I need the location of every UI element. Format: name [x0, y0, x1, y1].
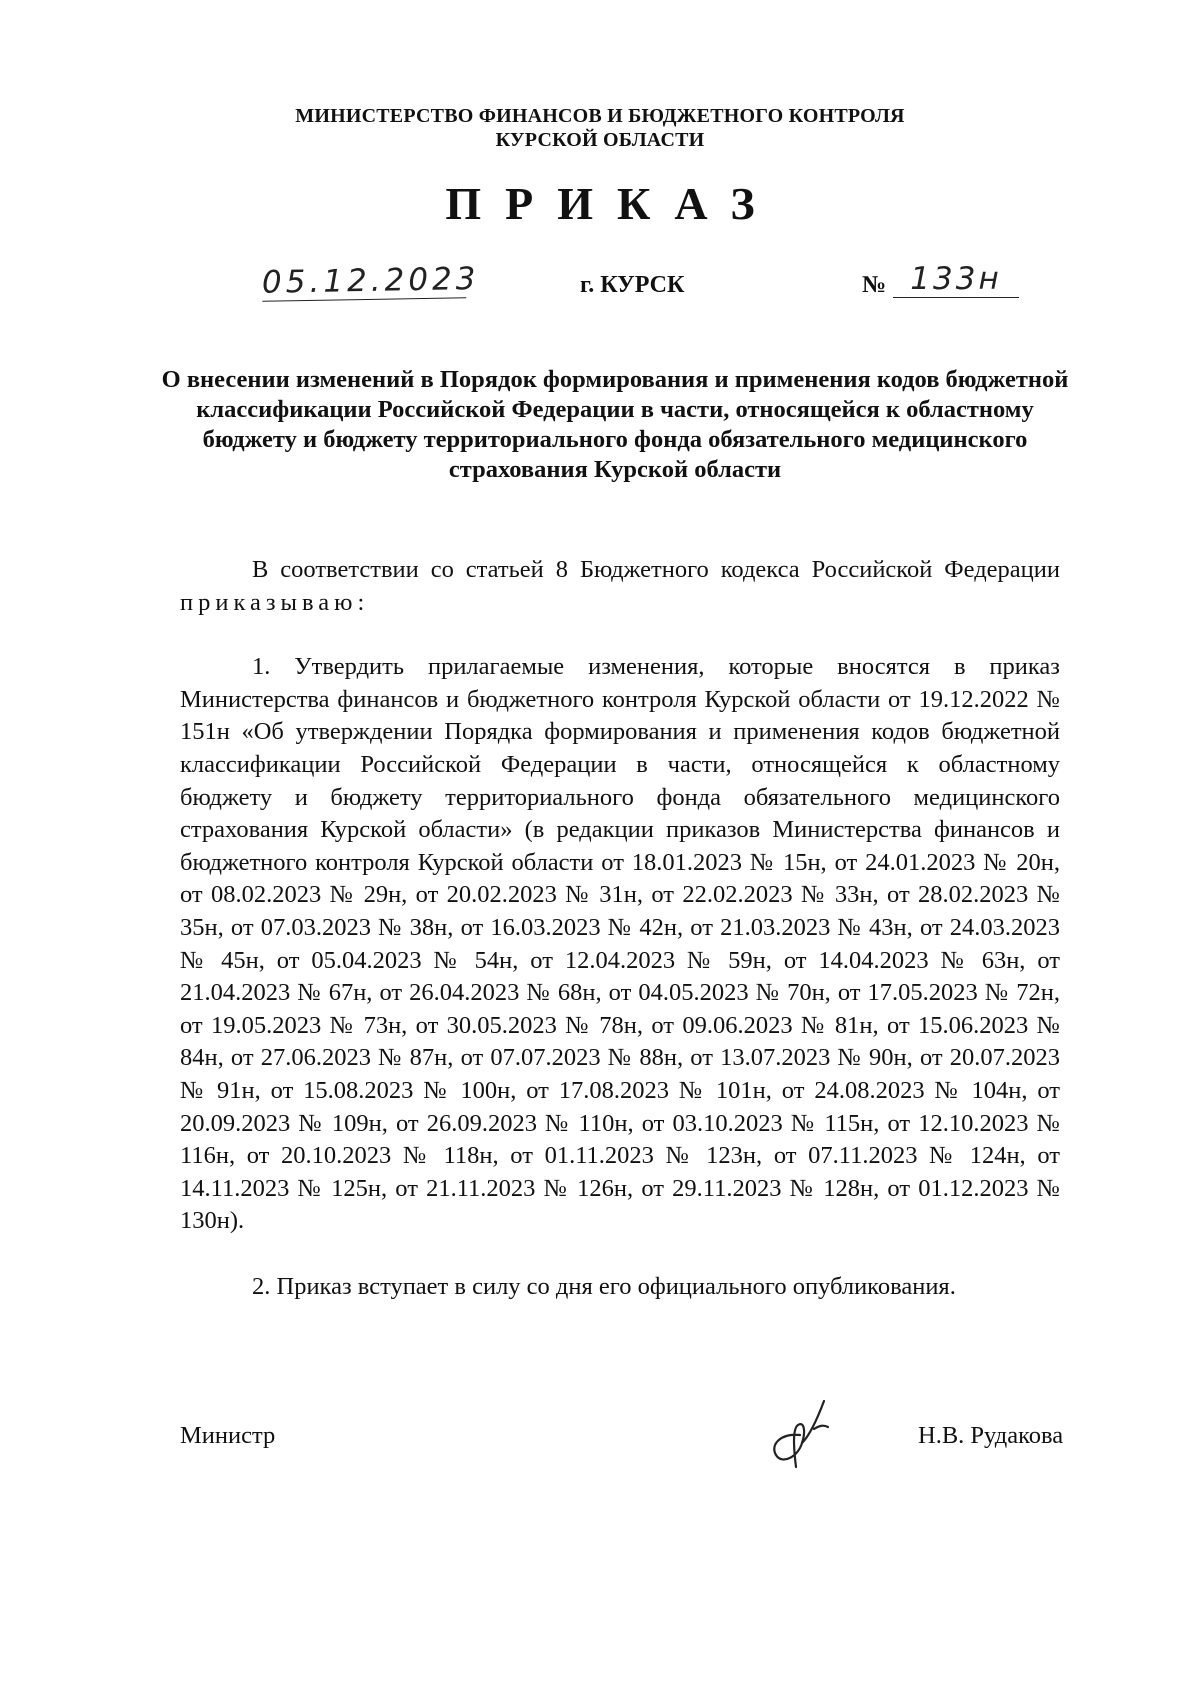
paragraph-preamble — [180, 554, 1060, 619]
order-city: г. КУРСК — [580, 272, 685, 298]
ministry-header-line1: МИНИСТЕРСТВО ФИНАНСОВ И БЮДЖЕТНОГО КОНТРОЛЯ — [295, 105, 905, 127]
order-number-sign: № — [862, 272, 887, 298]
document-title: ПРИКАЗ — [445, 178, 779, 229]
handwritten-signature — [762, 1395, 832, 1471]
paragraph-item-2: 2. Приказ вступает в силу со дня его официального опубликования. — [252, 1272, 956, 1300]
order-date: 05.12.2023 — [261, 260, 480, 301]
preamble-text: В соответствии со статьей 8 Бюджетного кодекса Российской Федерации — [252, 556, 1060, 583]
paragraph-item-1: 1. Утвердить прилагаемые изменения, которые вносятся в приказ Министерства финансов и бюджетного контроля Курской области от 19.12.2022 № 151н «Об утверждении Порядка формирования и применения кодов бюджетной классификации Российской Федерации в части, относящейся к областному бюджету и бюджету территориального фонда обязательного медицинского страхования Курской области» (в редакции приказов Министерства финансов и бюджетного контроля Курской области от 18.01.2023 № 15н, от 24.01.2023 № 20н, от 08.02.2023 № 29н, от 20.02.2023 № 31н, от 22.02.2023 № 33н, от 28.02.2023 № 35н, от 07.03.2023 № 38н, от 16.03.2023 № 42н, от 21.03.2023 № 43н, от 24.03.2023 № 45н, от 05.04.2023 № 54н, от 12.04.2023 № 59н, от 14.04.2023 № 63н, от 21.04.2023 № 67н, от 26.04.2023 № 68н, от 04.05.2023 № 70н, от 17.05.2023 № 72н, от 19.05.2023 № 73н, от 30.05.2023 № 78н, от 09.06.2023 № 81н, от 15.06.2023 № 84н, от 27.06.2023 № 87н, от 07.07.2023 № 88н, от 13.07.2023 № 90н, от 20.07.2023 № 91н, от 15.08.2023 № 100н, от 17.08.2023 № 101н, от 24.08.2023 № 104н, от 20.09.2023 № 109н, от 26.09.2023 № 110н, от 03.10.2023 № 115н, от 12.10.2023 № 116н, от 20.10.2023 № 118н, от 01.11.2023 № 123н, от 07.11.2023 № 124н, от 14.11.2023 № 125н, от 21.11.2023 № 126н, от 29.11.2023 № 128н, от 01.12.2023 № 130н). — [180, 653, 1060, 1235]
signatory-role: Министр — [180, 1422, 276, 1449]
order-subject: О внесении изменений в Порядок формирования и применения кодов бюджетной классификации Российской Федерации в части, относящейся к областному бюджету и бюджету территориального фонда обязательного медицинского страхования Курской области — [161, 366, 1069, 483]
order-body — [180, 554, 1060, 1303]
order-number: 133н — [893, 261, 1019, 298]
ministry-header-line2: КУРСКОЙ ОБЛАСТИ — [495, 129, 705, 151]
signatory-name: Н.В. Рудакова — [918, 1422, 1064, 1449]
preamble-decree-word: приказываю: — [180, 588, 370, 616]
ministry-header — [0, 104, 1200, 152]
